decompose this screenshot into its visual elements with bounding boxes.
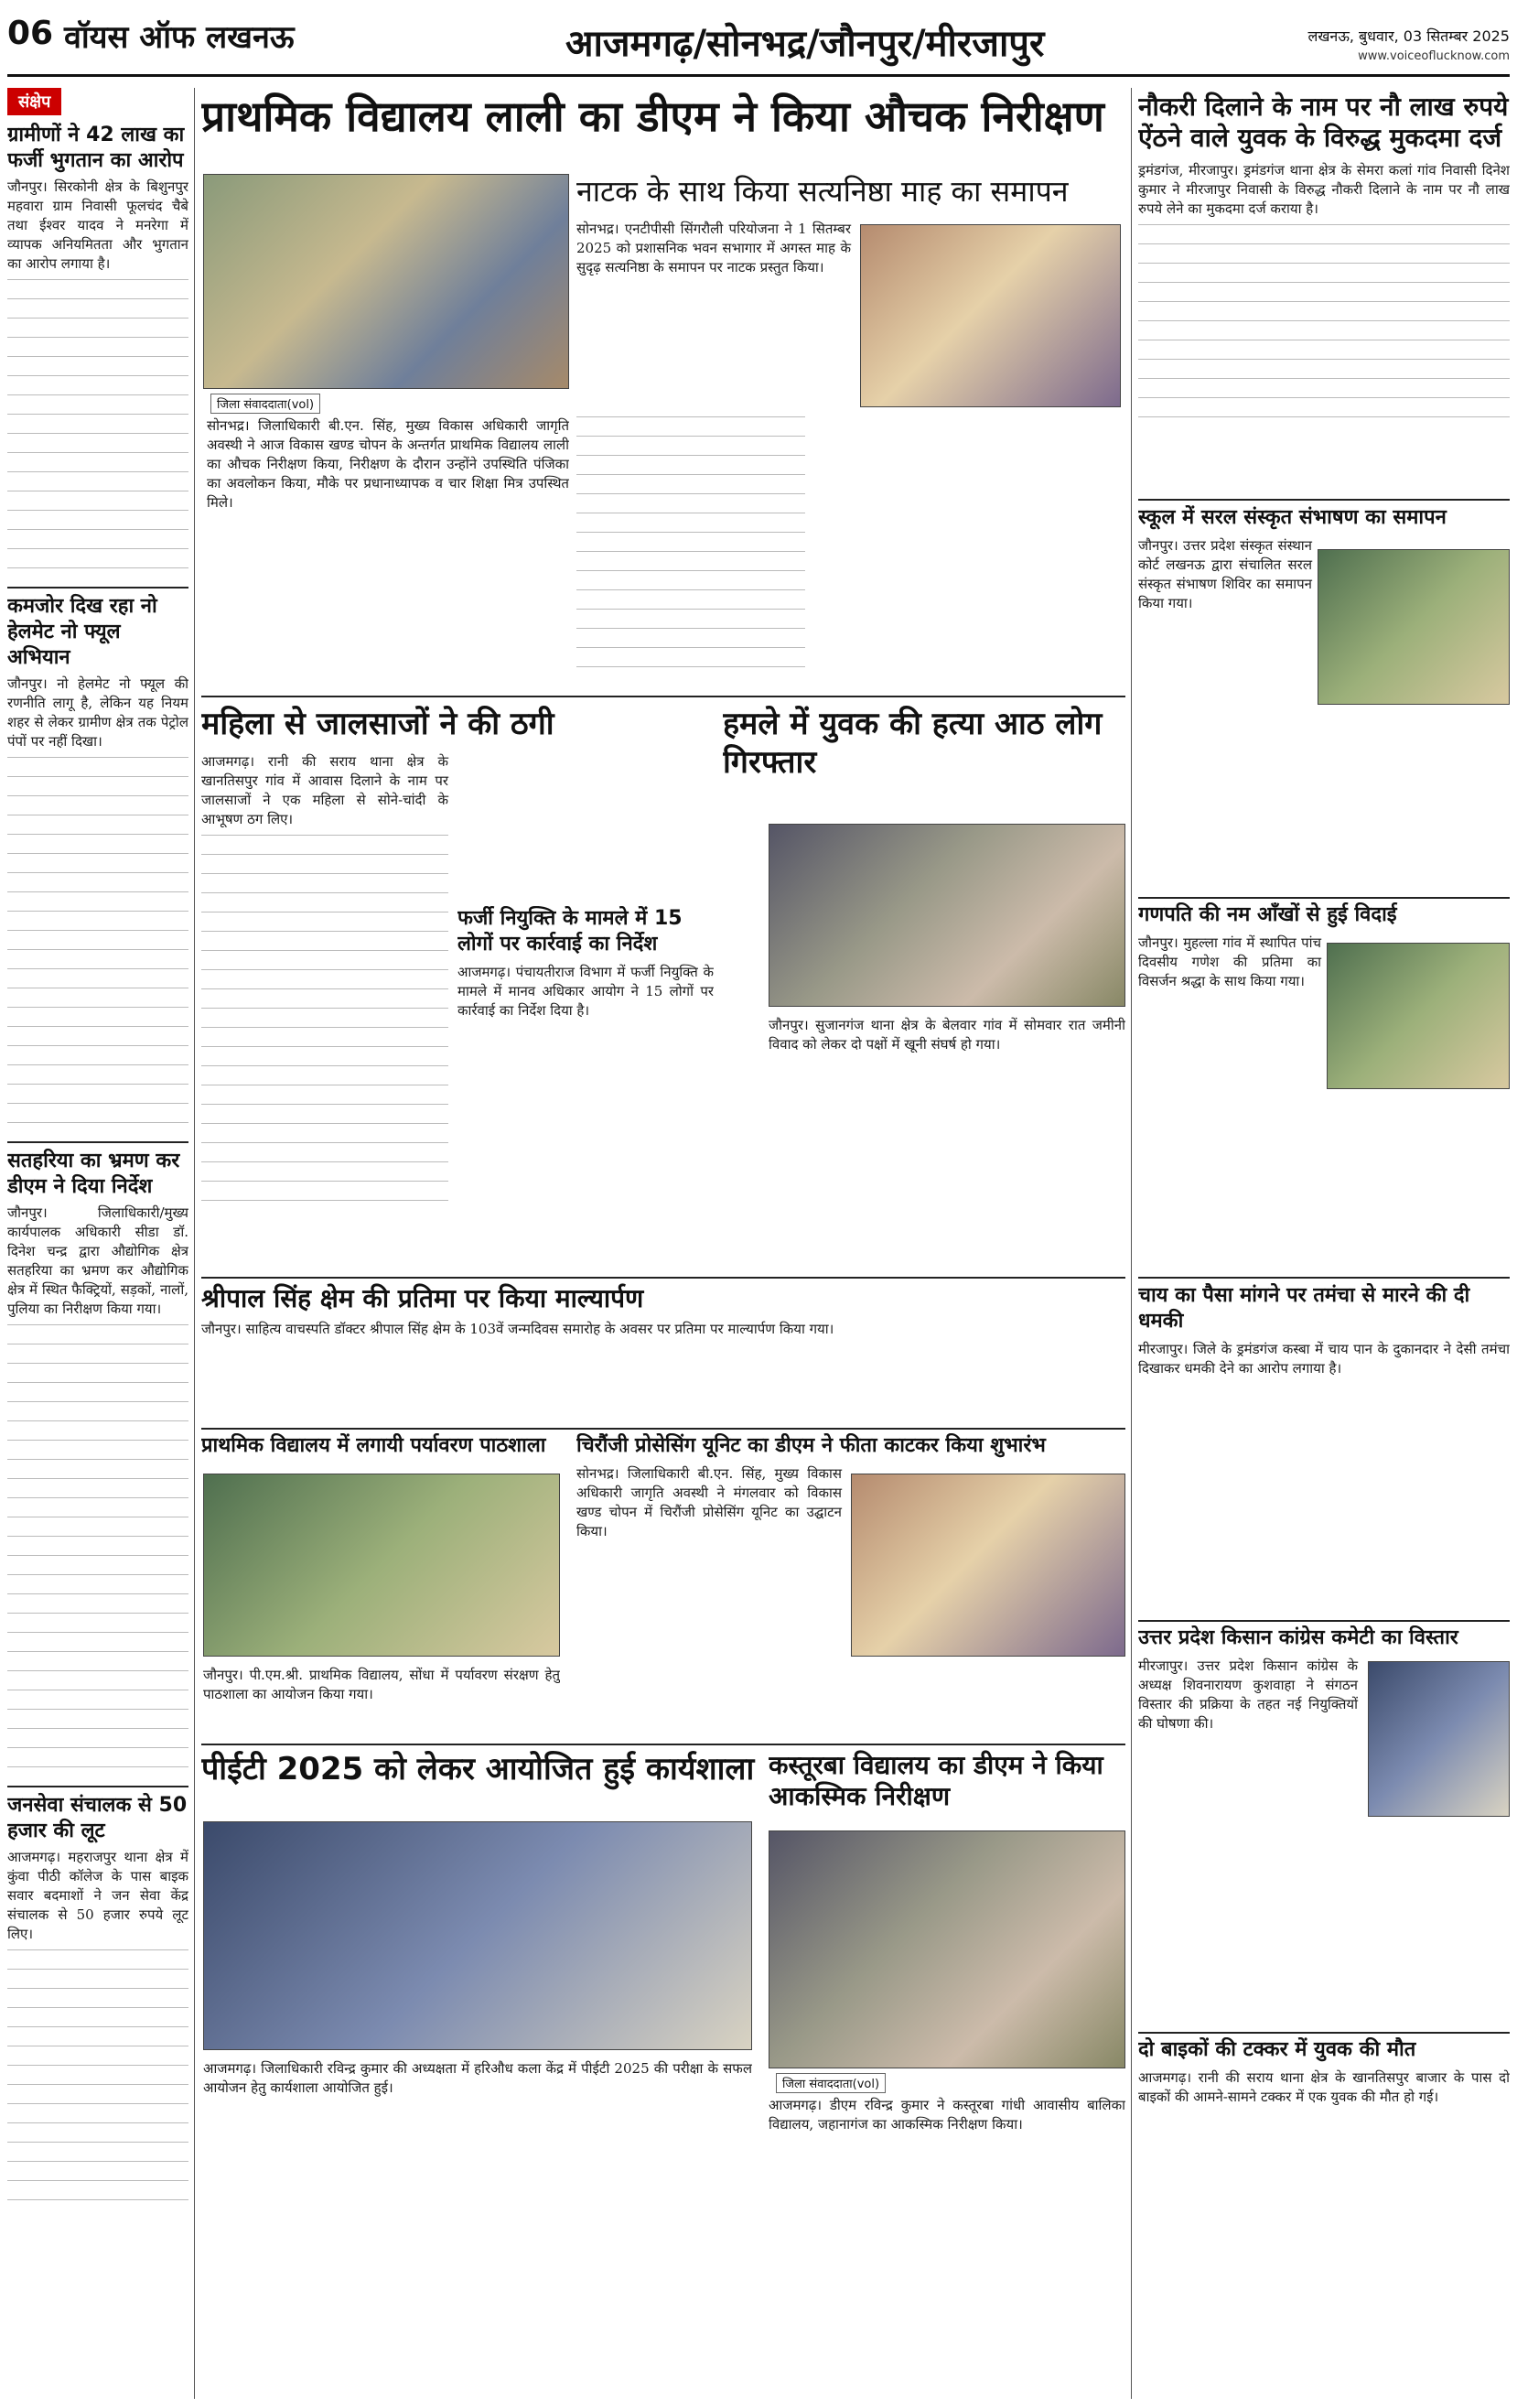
brief-body: जौनपुर। नो हेलमेट नो फ्यूल की रणनीति लागू है, लेकिन यह नियम शहर से लेकर ग्रामीण क्षेत्र तक पेट्रोल पंपों पर नहीं दिखा।	[7, 675, 188, 750]
dateline: लखनऊ, बुधवार, 03 सितम्बर 2025	[1307, 27, 1510, 45]
story-14-headline: पीईटी 2025 को लेकर आयोजित हुई कार्यशाला	[201, 1751, 755, 1787]
story-4-headline: स्कूल में सरल संस्कृत संभाषण का समापन	[1138, 506, 1447, 529]
story-13-body: मीरजापुर। उत्तर प्रदेश किसान कांग्रेस के अध्यक्ष शिवनारायण कुशवाहा ने संगठन विस्तार की प्रक्रिया के तहत नई नियुक्तियों की घोषणा की।	[1138, 1658, 1358, 1732]
story-7-body: आजमगढ़। पंचायतीराज विभाग में फर्जी नियुक्ति के मामले में मानव अधिकार आयोग ने 15 लोगों पर कार्रवाई का निर्देश दिया है।	[457, 964, 714, 1019]
brief-item	[7, 587, 188, 1123]
story-2-body: सोनभद्र। एनटीपीसी सिंगरौली परियोजना ने 1 सितम्बर 2025 को प्रशासनिक भवन सभागार में अगस्त माह के सुदृढ़ सत्यनिष्ठा के समापन पर नाटक प्रस्तुत किया।	[576, 221, 851, 275]
story-6-body: जौनपुर। सुजानगंज थाना क्षेत्र के बेलवार गांव में सोमवार रात जमीनी विवाद को लेकर दो पक्षों में खूनी संघर्ष हो गया।	[769, 1017, 1125, 1053]
story-14-photo	[203, 1821, 752, 2050]
brief-headline: जनसेवा संचालक से 50 हजार की लूट	[7, 1794, 188, 1842]
story-16-headline: दो बाइकों की टक्कर में युवक की मौत	[1138, 2038, 1416, 2061]
story-15-body: आजमगढ़। डीएम रविन्द्र कुमार ने कस्तूरबा गांधी आवासीय बालिका विद्यालय, जहानागंज का आकस्मिक निरीक्षण किया।	[769, 2097, 1125, 2133]
story-15-headline: कस्तूरबा विद्यालय का डीएम ने किया आकस्मिक निरीक्षण	[769, 1750, 1103, 1811]
story-11-headline: प्राथमिक विद्यालय में लगायी पर्यावरण पाठशाला	[201, 1434, 546, 1457]
story-8-photo	[1327, 943, 1510, 1089]
story-15-photo	[769, 1830, 1125, 2068]
story-2-photo	[860, 224, 1121, 407]
story-9	[201, 1283, 1125, 1420]
story-7-headline: फर्जी नियुक्ति के मामले में 15 लोगों पर कार्रवाई का निर्देश	[457, 907, 683, 956]
lead-body: सोनभद्र। जिलाधिकारी बी.एन. सिंह, मुख्य विकास अधिकारी जागृति अवस्थी ने आज विकास खण्ड चोपन के अन्तर्गत प्राथमिक विद्यालय लाली का औचक निरीक्षण किया, निरीक्षण के दौरान उन्होंने उपस्थिति पंजिका का अवलोकन किया, मौके पर प्रधानाध्यापक व चार शिक्षा मित्र उपस्थित मिले।	[207, 417, 569, 511]
story-12-headline: चिरौंजी प्रोसेसिंग यूनिट का डीएम ने फीता काटकर किया शुभारंभ	[576, 1434, 1046, 1457]
story-4-photo	[1318, 549, 1510, 705]
story-16-body: आजमगढ़। रानी की सराय थाना क्षेत्र के खानतिसपुर बाजार के पास दो बाइकों की आमने-सामने टक्कर में एक युवक की मौत हो गई।	[1138, 2069, 1510, 2105]
story-10-headline: चाय का पैसा मांगने पर तमंचा से मारने की दी धमकी	[1138, 1284, 1470, 1333]
masthead	[7, 5, 1510, 77]
brief-headline: सतहरिया का भ्रमण कर डीएम ने दिया निर्देश	[7, 1150, 180, 1198]
brief-body: जौनपुर। जिलाधिकारी/मुख्य कार्यपालक अधिकारी सीडा डॉ. दिनेश चन्द्र द्वारा औद्योगिक क्षेत्र सतहरिया का भ्रमण कर औद्योगिक क्षेत्र में स्थित फैक्ट्रियों, सड़कों, नालों, पुलिया का निरीक्षण किया गया।	[7, 1204, 188, 1317]
lead-headline: प्राथमिक विद्यालय लाली का डीएम ने किया औचक निरीक्षण	[201, 92, 1104, 141]
story-5-headline: महिला से जालसाजों ने की ठगी	[201, 706, 554, 742]
story-6-headline: हमले में युवक की हत्या आठ लोग गिरफ्तार	[723, 706, 1103, 781]
story-10	[1138, 1283, 1510, 1613]
region-title: आजमगढ़/सोनभद्र/जौनपुर/मीरजापुर	[565, 23, 1045, 65]
story-12-photo	[851, 1474, 1125, 1657]
story-11-body: जौनपुर। पी.एम.श्री. प्राथमिक विद्यालय, सोंधा में पर्यावरण संरक्षण हेतु पाठशाला का आयोजन किया गया।	[203, 1667, 560, 1702]
story-9-body: जौनपुर। साहित्य वाचस्पति डॉक्टर श्रीपाल सिंह क्षेम के 103वें जन्मदिवस समारोह के अवसर पर प्रतिमा पर माल्यार्पण किया गया।	[201, 1321, 834, 1337]
brief-headline: ग्रामीणों ने 42 लाख का फर्जी भुगतान का आरोप	[7, 124, 185, 172]
story-16	[1138, 2037, 1510, 2399]
brief-item	[7, 1786, 188, 2200]
story-6-photo	[769, 824, 1125, 1007]
lead-photo-caption: जिला संवाददाता(vol)	[210, 394, 320, 414]
story-3	[1138, 92, 1510, 494]
lead-photo	[203, 174, 569, 389]
website[interactable]: www.voiceoflucknow.com	[1358, 49, 1510, 63]
story-14-body: आजमगढ़। जिलाधिकारी रविन्द्र कुमार की अध्यक्षता में हरिऔध कला केंद्र में पीईटी 2025 की परीक्षा के सफल आयोजन हेतु कार्यशाला आयोजित हुई।	[203, 2060, 752, 2096]
story-4-body: जौनपुर। उत्तर प्रदेश संस्कृत संस्थान कोर्ट लखनऊ द्वारा संचालित सरल संस्कृत संभाषण शिविर का समापन किया गया।	[1138, 537, 1312, 611]
story-15-photo-caption: जिला संवाददाता(vol)	[776, 2073, 886, 2093]
paper-name: वॉयस ऑफ लखनऊ	[64, 19, 295, 56]
story-3-headline: नौकरी दिलाने के नाम पर नौ लाख रुपये ऐंठने वाले युवक के विरुद्ध मुकदमा दर्ज	[1138, 92, 1509, 153]
brief-body: जौनपुर। सिरकोनी क्षेत्र के बिशुनपुर महवारा ग्राम निवासी फूलचंद चैबे तथा ईश्वर यादव ने मनरेगा में व्यापक अनियमितता और भुगतान का आरोप लगाया है।	[7, 178, 188, 272]
story-2-headline: नाटक के साथ किया सत्यनिष्ठा माह का समापन	[576, 174, 1069, 209]
brief-item	[7, 1141, 188, 1767]
story-8-body: जौनपुर। मुहल्ला गांव में स्थापित पांच दिवसीय गणेश की प्रतिमा का विसर्जन श्रद्धा के साथ किया गया।	[1138, 934, 1321, 989]
brief-label: संक्षेप	[7, 88, 61, 115]
story-7	[457, 906, 714, 1272]
story-5-body: आजमगढ़। रानी की सराय थाना क्षेत्र के खानतिसपुर गांव में आवास दिलाने के नाम पर जालसाजों ने एक महिला से सोने-चांदी के आभूषण ठग लिए।	[201, 753, 448, 827]
story-11-photo	[203, 1474, 560, 1657]
story-3-body: ड्रमंडगंज, मीरजापुर। ड्रमंडगंज थाना क्षेत्र के सेमरा कलां गांव निवासी दिनेश कुमार ने मीरजापुर निवासी के विरुद्ध नौकरी दिलाने के नाम पर नौ लाख रुपये लेने का मुकदमा दर्ज कराया है।	[1138, 162, 1510, 217]
page-number: 06	[7, 15, 54, 52]
story-13-photo	[1368, 1661, 1510, 1817]
brief-headline: कमजोर दिख रहा नो हेलमेट नो फ्यूल अभियान	[7, 595, 157, 669]
brief-body: आजमगढ़। महराजपुर थाना क्षेत्र में कुंवा पीठी कॉलेज के पास बाइक सवार बदमाशों ने जन सेवा केंद्र संचालक से 50 हजार रुपये लूट लिए।	[7, 1849, 188, 1942]
brief-item	[7, 123, 188, 568]
story-8-headline: गणपति की नम आँखों से हुई विदाई	[1138, 903, 1397, 926]
story-12-body: सोनभद्र। जिलाधिकारी बी.एन. सिंह, मुख्य विकास अधिकारी जागृति अवस्थी ने मंगलवार को विकास खण्ड चोपन में चिरौंजी प्रोसेसिंग यूनिट का उद्घाटन किया।	[576, 1465, 842, 1539]
story-9-headline: श्रीपाल सिंह क्षेम की प्रतिमा पर किया माल्यार्पण	[201, 1283, 644, 1313]
brief-column	[7, 88, 188, 2399]
story-10-body: मीरजापुर। जिले के ड्रमंडगंज कस्बा में चाय पान के दुकानदार ने देसी तमंचा दिखाकर धमकी देने का आरोप लगाया है।	[1138, 1341, 1510, 1377]
story-13-headline: उत्तर प्रदेश किसान कांग्रेस कमेटी का विस्तार	[1138, 1626, 1458, 1649]
